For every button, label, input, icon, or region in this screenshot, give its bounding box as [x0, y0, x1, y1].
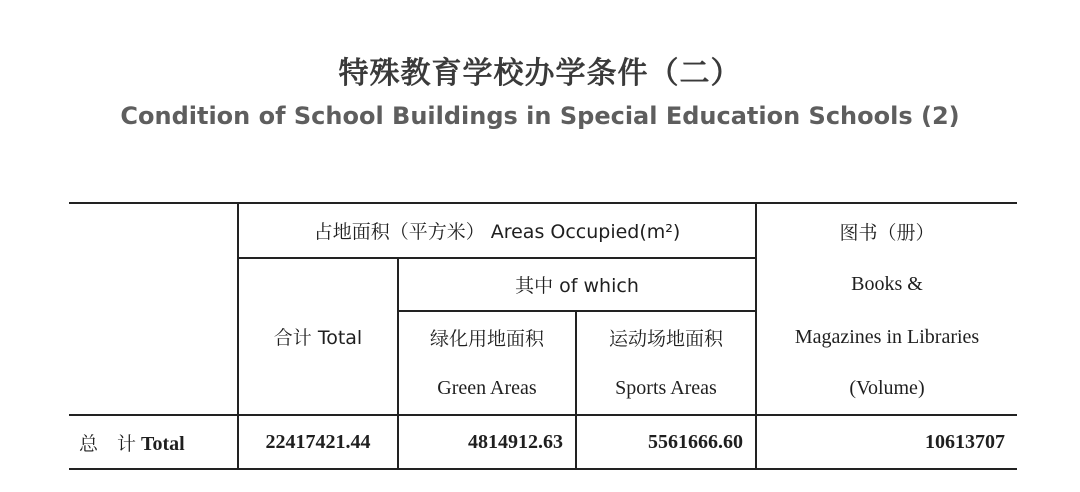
cell-sports: 5561666.60	[576, 415, 756, 469]
row-label	[69, 415, 238, 469]
row-label-zh: 总 计	[79, 432, 137, 455]
header-books-en-2: Magazines in Libraries	[794, 325, 980, 348]
page-title-zh: 特殊教育学校办学条件（二）	[338, 56, 742, 91]
header-books-en-3: (Volume)	[849, 377, 925, 399]
header-sports-en: Sports Areas	[576, 363, 756, 415]
cell-total: 22417421.44	[238, 415, 398, 469]
header-books-en-1: Books &	[851, 273, 923, 295]
header-books-zh: 图书（册）	[756, 203, 1017, 258]
school-conditions-table	[69, 202, 1017, 470]
header-green-zh: 绿化用地面积	[398, 311, 576, 363]
header-of-which: 其中 of which	[398, 258, 756, 311]
header-areas-occupied: 占地面积（平方米） Areas Occupied(m²)	[238, 203, 756, 258]
row-label-en: Total	[141, 432, 185, 455]
header-green-en: Green Areas	[398, 363, 576, 415]
row-header-corner	[69, 203, 238, 415]
cell-books: 10613707	[756, 415, 1017, 469]
page-title-en: Condition of School Buildings in Special Education Schools (2)	[120, 102, 960, 130]
cell-green: 4814912.63	[398, 415, 576, 469]
header-total: 合计 Total	[238, 258, 398, 415]
header-sports-zh: 运动场地面积	[576, 311, 756, 363]
table-row	[69, 415, 1017, 469]
